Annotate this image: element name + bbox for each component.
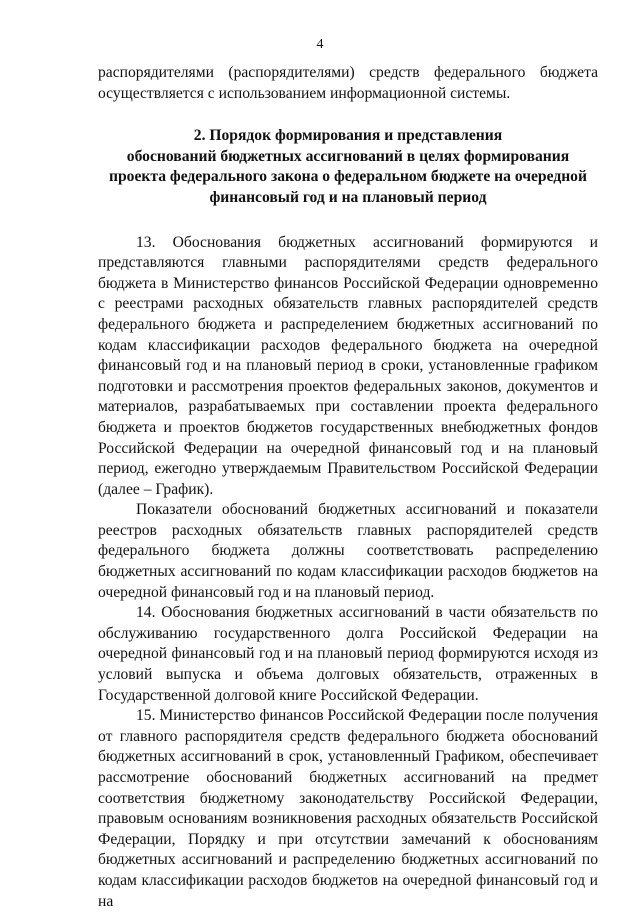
section-title-line: проекта федерального закона о федеральном бюджете на очередной xyxy=(109,168,587,186)
section-title-line: 2. Порядок формирования и представления xyxy=(193,127,503,145)
section-title-line: финансовый год и на плановый период xyxy=(209,188,487,206)
section-title-line: обоснований бюджетных ассигнований в целях формирования xyxy=(126,147,570,165)
page-number: 4 xyxy=(316,37,324,52)
paragraph-14: 14. Обоснования бюджетных ассигнований в части обязательств по обслуживанию государственного долга Российской Федерации на очередной финансовый год и на плановый период формируются исходя из условий выпуска и объема долговых обязательств, отраженных в Государственной долговой книге Российской Федерации. xyxy=(98,604,598,704)
document-body xyxy=(98,63,598,912)
paragraph-13: 13. Обоснования бюджетных ассигнований формируются и представляются главными распорядителями средств федерального бюджета в Министерство финансов Российской Федерации одновременно с реестрами расходных обязательств главных распорядителей средств федерального бюджета и распределением бюджетных ассигнований по кодам классификации расходов федерального бюджета на очередной финансовый год и на плановый период в сроки, установленные графиком подготовки и рассмотрения проектов федеральных законов, документов и материалов, разрабатываемых при составлении проекта федерального бюджета и проектов бюджетов государственных внебюджетных фондов Российской Федерации на очередной финансовый год и на плановый период, ежегодно утверждаемым Правительством Российской Федерации (далее – График). xyxy=(98,233,598,498)
paragraph-15: 15. Министерство финансов Российской Федерации после получения от главного распорядителя средств федерального бюджета обоснований бюджетных ассигнований в срок, установленный Графиком, обеспечивает рассмотрение обоснований бюджетных ассигнований на предмет соответствия бюджетному законодательству Российской Федерации, правовым основаниям возникновения расходных обязательств Российской Федерации, Порядку и при отсутствии замечаний к обоснованиям бюджетных ассигнований и распределению бюджетных ассигнований по кодам классификации расходов бюджетов на очередной финансовый год и на xyxy=(98,707,598,910)
section-title xyxy=(98,126,598,208)
intro-paragraph: распорядителями (распорядителями) средств федерального бюджета осуществляется с использованием информационной системы. xyxy=(98,64,598,102)
paragraph-indicators: Показатели обоснований бюджетных ассигнований и показатели реестров расходных обязательств главных распорядителей средств федерального бюджета должны соответствовать распределению бюджетных ассигнований по кодам классификации расходов бюджетов на очередной финансовый год и на плановый период. xyxy=(98,501,598,601)
